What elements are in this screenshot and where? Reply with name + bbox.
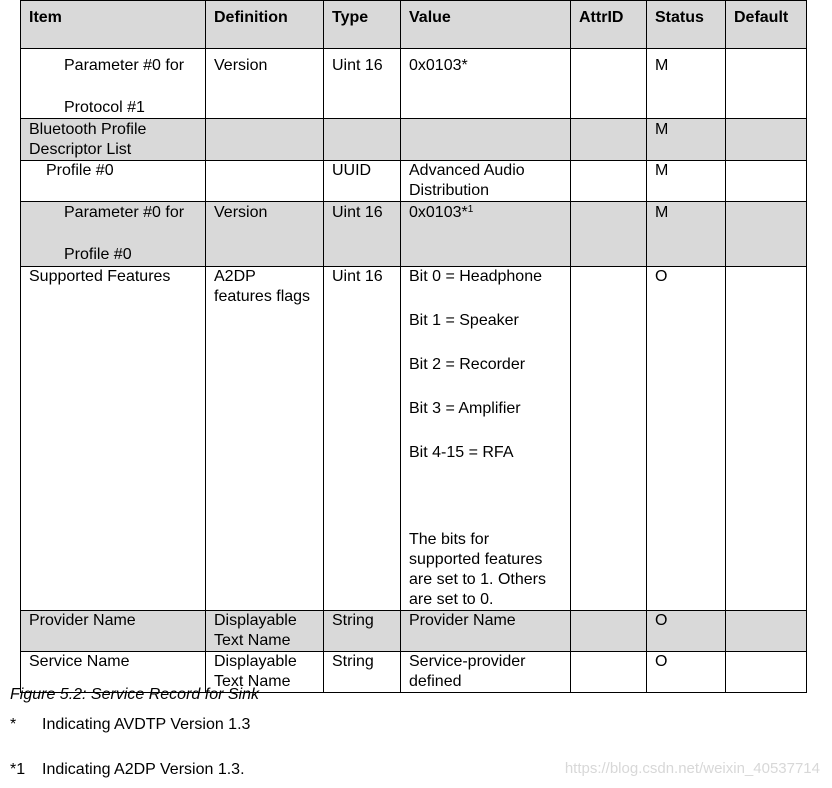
definition-cell — [206, 161, 324, 202]
default-cell — [726, 161, 807, 202]
type-cell: String — [324, 652, 401, 693]
table-row — [21, 119, 807, 161]
footnote-mark: *1 — [10, 761, 26, 778]
value-cell: 0x0103* — [401, 49, 571, 119]
feature-bit: Bit 1 = Speaker — [409, 312, 519, 329]
type-cell — [324, 119, 401, 161]
header-attrid: AttrID — [571, 1, 647, 49]
header-default: Default — [726, 1, 807, 49]
type-cell: Uint 16 — [324, 49, 401, 119]
item-line: Parameter #0 for — [64, 204, 185, 221]
table-row — [21, 202, 807, 267]
status-cell: O — [647, 267, 726, 611]
item-cell — [21, 202, 206, 267]
default-cell — [726, 611, 807, 652]
feature-bit: Bit 2 = Recorder — [409, 356, 526, 373]
table-row — [21, 161, 807, 202]
value-cell — [401, 119, 571, 161]
attrid-cell — [571, 49, 647, 119]
definition-cell: Version — [206, 49, 324, 119]
type-cell: Uint 16 — [324, 267, 401, 611]
attrid-cell — [571, 161, 647, 202]
header-definition: Definition — [206, 1, 324, 49]
header-status: Status — [647, 1, 726, 49]
header-item: Item — [21, 1, 206, 49]
status-cell: O — [647, 611, 726, 652]
value-cell: Advanced Audio Distribution — [401, 161, 571, 202]
definition-cell: Version — [206, 202, 324, 267]
table-row — [21, 267, 807, 611]
attrid-cell — [571, 611, 647, 652]
definition-cell: Displayable Text Name — [206, 611, 324, 652]
header-value: Value — [401, 1, 571, 49]
default-cell — [726, 119, 807, 161]
item-cell — [21, 161, 206, 202]
item-line: Protocol #1 — [64, 99, 145, 116]
definition-cell: A2DP features flags — [206, 267, 324, 611]
value-cell — [401, 202, 571, 267]
definition-cell — [206, 119, 324, 161]
table-row — [21, 49, 807, 119]
footnote — [10, 761, 245, 779]
footnote-text: Indicating A2DP Version 1.3. — [42, 761, 245, 778]
status-cell: M — [647, 49, 726, 119]
value-cell — [401, 267, 571, 611]
default-cell — [726, 202, 807, 267]
feature-bit: Bit 3 = Amplifier — [409, 400, 521, 417]
attrid-cell — [571, 119, 647, 161]
footnote-marker: 1 — [467, 204, 474, 215]
value-cell: Service-provider defined — [401, 652, 571, 693]
item-cell: Supported Features — [21, 267, 206, 611]
attrid-cell — [571, 202, 647, 267]
attrid-cell — [571, 652, 647, 693]
feature-bit: Bit 4-15 = RFA — [409, 444, 514, 461]
header-type: Type — [324, 1, 401, 49]
definition-cell: Displayable Text Name — [206, 652, 324, 693]
watermark-url: https://blog.csdn.net/weixin_40537714 — [564, 760, 820, 777]
default-cell — [726, 267, 807, 611]
table-row — [21, 611, 807, 652]
feature-bit: Bit 0 = Headphone — [409, 268, 542, 285]
figure-caption: Figure 5.2: Service Record for Sink — [10, 686, 259, 703]
footnote-text: Indicating AVDTP Version 1.3 — [42, 716, 251, 733]
default-cell — [726, 652, 807, 693]
default-cell — [726, 49, 807, 119]
footnote-mark: * — [10, 716, 17, 733]
status-cell: O — [647, 652, 726, 693]
item-line: Profile #0 — [46, 162, 114, 179]
item-line: Profile #0 — [64, 246, 132, 263]
item-cell: Service Name — [21, 652, 206, 693]
footnote — [10, 716, 250, 734]
service-record-table — [20, 0, 807, 693]
item-cell: Provider Name — [21, 611, 206, 652]
item-line: Parameter #0 for — [64, 57, 185, 74]
value-cell: Provider Name — [401, 611, 571, 652]
item-cell: Bluetooth Profile Descriptor List — [21, 119, 206, 161]
header-row — [21, 1, 807, 49]
value-text: 0x0103* — [409, 204, 468, 221]
status-cell: M — [647, 202, 726, 267]
status-cell: M — [647, 119, 726, 161]
item-cell — [21, 49, 206, 119]
attrid-cell — [571, 267, 647, 611]
type-cell: Uint 16 — [324, 202, 401, 267]
status-cell: M — [647, 161, 726, 202]
feature-note: The bits for supported features are set to 1. Others are set to 0. — [409, 531, 546, 608]
type-cell: UUID — [324, 161, 401, 202]
type-cell: String — [324, 611, 401, 652]
